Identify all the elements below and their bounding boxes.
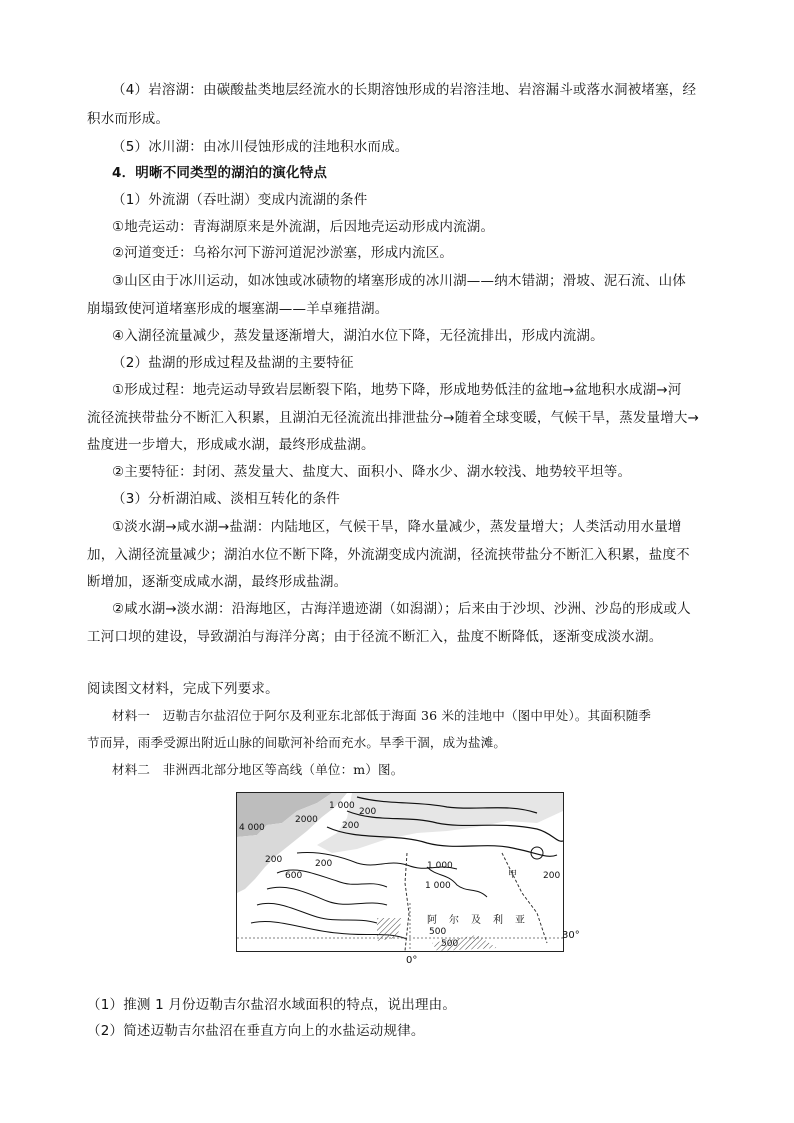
contour-line <box>257 903 377 923</box>
site-jia-label: 甲 <box>508 870 518 880</box>
contour-label: 600 <box>285 871 303 881</box>
item-glacier: ③山区由于冰川运动，如冰蚀或冰碛物的堵塞形成的冰川湖——纳木错湖；滑坡、泥石流、山体 <box>112 273 687 289</box>
item-fresh-to-salt-cont1: 加，入湖径流量减少；湖泊水位不断下降，外流湖变成内流湖，径流挟带盐分不断汇入积累，盐度不 <box>87 547 690 563</box>
para-karst-lake: （4）岩溶湖：由碳酸盐类地层经流水的长期溶蚀形成的岩溶洼地、岩溶漏斗或落水洞被堵塞，经 <box>112 82 697 98</box>
question-intro: 阅读图文材料，完成下列要求。 <box>87 681 279 697</box>
country-label-char: 及 <box>471 915 481 926</box>
para-karst-lake-cont: 积水而形成。 <box>87 111 170 127</box>
contour-label: 4 000 <box>239 823 265 833</box>
contour-label: 200 <box>265 855 283 865</box>
contour-label: 200 <box>543 871 561 881</box>
contour-label: 1 000 <box>425 881 451 891</box>
para-glacier-lake: （5）冰川湖：由冰川侵蚀形成的洼地积水而成。 <box>112 139 409 155</box>
item-formation: ①形成过程：地壳运动导致岩层断裂下陷，地势下降，形成地势低洼的盆地→盆地积水成湖→河 <box>112 382 682 398</box>
item-salt-to-fresh: ②咸水湖→淡水湖：沿海地区，古海洋遗迹湖（如潟湖）；后来由于沙坝、沙洲、沙岛的形成或人 <box>112 601 691 617</box>
item-fresh-to-salt-cont2: 断增加，逐渐变成咸水湖，最终形成盐湖。 <box>87 574 348 590</box>
hatched-area <box>377 918 402 941</box>
material-one-cont: 节而异，雨季受源出附近山脉的间歇河补给而充水。旱季干涸，成为盐滩。 <box>87 735 507 750</box>
item-runoff: ④入湖径流量减少，蒸发量逐渐增大，湖泊水位下降，无径流排出，形成内流湖。 <box>112 328 604 344</box>
item-fresh-to-salt: ①淡水湖→咸水湖→盐湖：内陆地区，气候干旱，降水量减少，蒸发量增大；人类活动用水量增 <box>112 519 682 535</box>
contour-label: 2000 <box>295 815 318 825</box>
subheading-conversion: （3）分析湖泊咸、淡相互转化的条件 <box>112 491 340 507</box>
contour-label: 200 <box>315 859 333 869</box>
subheading-salt-lake: （2）盐湖的形成过程及盐湖的主要特征 <box>112 355 354 371</box>
item-crust-movement: ①地壳运动：青海湖原来是外流湖，后因地壳运动形成内流湖。 <box>112 219 495 235</box>
question-2: （2）简述迈勒吉尔盐沼在垂直方向上的水盐运动规律。 <box>87 1023 425 1039</box>
contour-label: 200 <box>359 807 377 817</box>
contour-label: 500 <box>441 939 459 949</box>
country-label-char: 亚 <box>515 915 525 926</box>
country-label-char: 尔 <box>449 915 459 926</box>
contour-line <box>267 887 387 905</box>
item-salt-to-fresh-cont: 工河口坝的建设，导致湖泊与海洋分离；由于径流不断汇入，盐度不断降低，逐渐变成淡水湖。 <box>87 629 663 645</box>
item-formation-cont2: 盐度进一步增大，形成咸水湖，最终形成盐湖。 <box>87 437 375 453</box>
heading-evolution: 4．明晰不同类型的湖泊的演化特点 <box>112 165 328 181</box>
longitude-label: 0° <box>406 955 418 966</box>
material-one: 材料一 迈勒吉尔盐沼位于阿尔及利亚东北部低于海面 36 米的洼地中（图中甲处）。其面积随季 <box>112 708 652 723</box>
item-river-change: ②河道变迁：乌裕尔河下游河道泥沙淤塞，形成内流区。 <box>112 245 454 261</box>
item-formation-cont1: 流径流挟带盐分不断汇入积累，且湖泊无径流流出排泄盐分→随着全球变暖，气候干旱，蒸发量增大→ <box>87 410 700 426</box>
latitude-label: 30° <box>562 930 580 941</box>
contour-map <box>236 792 564 952</box>
country-label-char: 阿 <box>427 915 437 926</box>
contour-label: 1 000 <box>329 801 355 811</box>
contour-label: 200 <box>342 821 360 831</box>
item-glacier-cont: 崩塌致使河道堵塞形成的堰塞湖——羊卓雍措湖。 <box>87 301 389 317</box>
item-features: ②主要特征：封闭、蒸发量大、盐度大、面积小、降水少、湖水较浅、地势较平坦等。 <box>112 464 632 480</box>
material-two: 材料二 非洲西北部分地区等高线（单位：m）图。 <box>112 762 404 777</box>
contour-label: 500 <box>429 927 447 937</box>
contour-label: 1 000 <box>427 861 453 871</box>
subheading-outflow: （1）外流湖（吞吐湖）变成内流湖的条件 <box>112 192 368 208</box>
country-label-char: 利 <box>493 915 503 926</box>
border-line <box>405 853 409 951</box>
question-1: （1）推测 1 月份迈勒吉尔盐沼水域面积的特点，说出理由。 <box>87 997 457 1013</box>
